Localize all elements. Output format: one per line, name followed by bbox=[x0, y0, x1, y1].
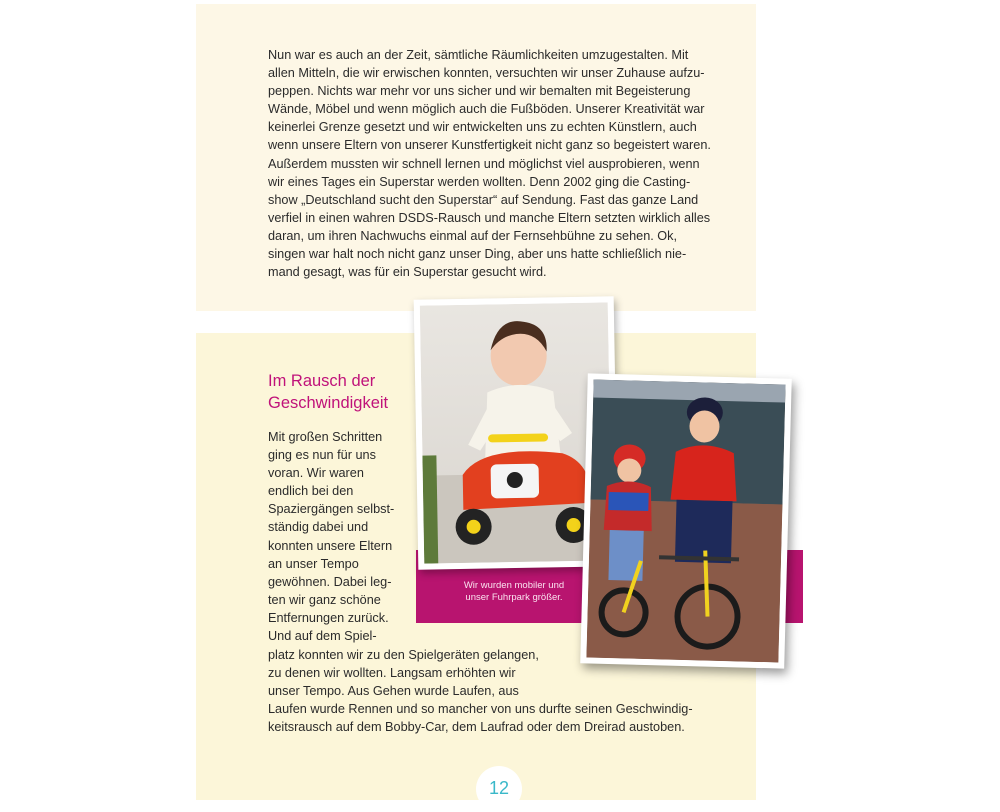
text-line: show „Deutschland sucht den Superstar“ auf Sendung. Fast das ganze Land bbox=[268, 192, 699, 207]
text-line: voran. Wir waren bbox=[268, 466, 364, 481]
page-number: 12 bbox=[476, 766, 522, 812]
text-line: keinerlei Grenze gesetzt und wir entwickelten uns zu echten Künstlern, auch bbox=[268, 120, 697, 135]
text-line: unser Tempo. Aus Gehen wurde Laufen, aus bbox=[268, 684, 519, 699]
text-line: Außerdem mussten wir schnell lernen und möglichst viel ausprobieren, wenn bbox=[268, 156, 700, 171]
text-line: Laufen wurde Rennen und so mancher von uns durfte seinen Geschwindig- bbox=[268, 702, 693, 717]
photo-bicycles-image bbox=[586, 380, 785, 663]
text-line: ging es nun für uns bbox=[268, 448, 376, 463]
text-line: Mit großen Schritten bbox=[268, 430, 383, 444]
text-line: wir eines Tages ein Superstar werden wollten. Denn 2002 ging die Casting- bbox=[268, 174, 691, 189]
text-line: platz konnten wir zu den Spielgeräten gelangen, bbox=[268, 648, 539, 662]
text-line: Und auf dem Spiel- bbox=[268, 629, 377, 644]
caption-line: unser Fuhrpark größer. bbox=[465, 592, 563, 603]
text-line: verfiel in einen wahren DSDS-Rausch und manche Eltern setzten wirklich alles bbox=[268, 210, 711, 225]
text-line: ständig dabei und bbox=[268, 520, 369, 535]
text-line: endlich bei den bbox=[268, 484, 354, 499]
text-line: Nun war es auch an der Zeit, sämtliche Räumlichkeiten umzugestalten. Mit bbox=[268, 48, 689, 62]
text-line: ten wir ganz schöne bbox=[268, 592, 381, 607]
section-heading bbox=[268, 370, 388, 414]
text-line: an unser Tempo bbox=[268, 556, 359, 571]
text-line: Spaziergängen selbst- bbox=[268, 502, 395, 517]
intro-paragraph bbox=[268, 46, 711, 281]
text-line: singen war halt noch nicht ganz unser Ding, aber uns hatte schließlich nie- bbox=[268, 247, 687, 262]
text-line: konnten unsere Eltern bbox=[268, 538, 393, 553]
photo-bicycles bbox=[580, 373, 792, 668]
photo-caption bbox=[446, 580, 582, 604]
heading-line: Im Rausch der bbox=[268, 372, 376, 390]
text-line: allen Mitteln, die wir erwischen konnten, versuchten wir unser Zuhause aufzu- bbox=[268, 66, 705, 81]
text-line: keitsrausch auf dem Bobby-Car, dem Laufrad oder dem Dreirad austoben. bbox=[268, 720, 685, 735]
text-line: gewöhnen. Dabei leg- bbox=[268, 574, 392, 589]
text-line: zu denen wir wollten. Langsam erhöhten wir bbox=[268, 666, 516, 681]
section-paragraph-narrow bbox=[268, 428, 394, 645]
text-line: daran, um ihren Nachwuchs einmal auf der Fernsehbühne zu sehen. Ok, bbox=[268, 228, 678, 243]
text-line: wenn unsere Eltern von unserer Kunstfertigkeit nicht ganz so begeistert waren. bbox=[268, 138, 711, 153]
caption-line: Wir wurden mobiler und bbox=[463, 580, 565, 591]
section-paragraph-wide bbox=[268, 646, 693, 736]
heading-line: Geschwindigkeit bbox=[268, 394, 389, 412]
text-line: mand gesagt, was für ein Superstar gesucht wird. bbox=[268, 265, 547, 280]
text-line: Wände, Möbel und wenn möglich auch die Fußböden. Unserer Kreativität war bbox=[268, 102, 705, 117]
text-line: peppen. Nichts war mehr vor uns sicher und wir bemalten mit Begeisterung bbox=[268, 84, 691, 99]
text-line: Entfernungen zurück. bbox=[268, 610, 389, 625]
